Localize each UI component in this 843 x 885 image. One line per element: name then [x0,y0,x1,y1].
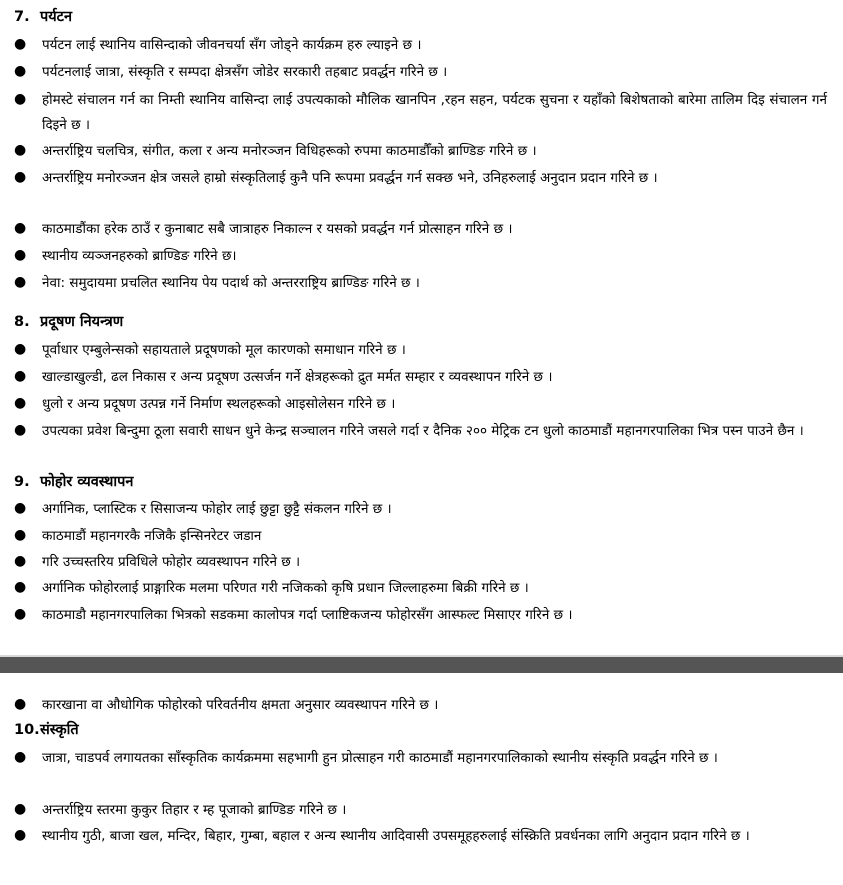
list-item-text: पर्यटनलाई जात्रा, संस्कृति र सम्पदा क्षेत्रसँग जोडेर सरकारी तहबाट प्रवर्द्धन गरिने छ । [42,64,448,80]
page-break-divider [0,657,843,673]
bullet-icon: ● [14,91,27,107]
bullet-icon: ● [14,63,27,79]
list-item-text: धुलो र अन्य प्रदूषण उत्पन्न गर्ने निर्माण स्थलहरूको आइसोलेसन गरिने छ । [42,396,396,412]
bullet-icon: ● [14,696,27,712]
section-heading [14,6,72,28]
bullet-icon: ● [14,142,27,158]
bullet-icon: ● [14,553,27,569]
list-item-text: स्थानीय गुठी, बाजा खल, मन्दिर, बिहार, गुम्बा, बहाल र अन्य स्थानीय आदिवासी उपसमूहहरुलाई संस्क्रिति प्रवर्धनका लागि अनुदान प्रदान गरिने छ । [42,828,750,844]
list-item-text: नेवा: समुदायमा प्रचलित स्थानिय पेय पदार्थ को अन्तरराष्ट्रिय ब्राण्डिङ गरिने छ । [42,275,420,291]
list-item-text: अर्गानिक, प्लास्टिक र सिसाजन्य फोहोर लाई छुट्टा छुट्टै संकलन गरिने छ । [42,501,392,517]
list-item-text: कारखाना वा औधोगिक फोहोरको परिवर्तनीय क्षमता अनुसार व्यवस्थापन गरिने छ । [42,697,439,713]
bullet-icon: ● [14,749,27,765]
bullet-icon: ● [14,220,27,236]
list-item-text: काठमाडौ महानगरपालिका भित्रको सडकमा कालोपत्र गर्दा प्लाष्टिकजन्य फोहोरसँग आस्फल्ट मिसाएर गरिने छ । [42,607,573,623]
section-number: 8. [14,314,30,330]
bullet-icon: ● [14,341,27,357]
bullet-icon: ● [14,36,27,52]
list-item-text: अन्तर्राष्ट्रिय चलचित्र, संगीत, कला र अन्य मनोरञ्जन विधिहरूको रुपमा काठमाडौँको ब्राण्डिङ गरिने छ । [42,143,537,159]
section-number: 10. [14,722,40,738]
list-item-text: अर्गानिक फोहोरलाई प्राङ्गारिक मलमा परिणत गरी नजिकको कृषि प्रधान जिल्लाहरुमा बिक्री गरिने छ । [42,580,529,596]
list-item-text: खाल्डाखुल्डी, ढल निकास र अन्य प्रदूषण उत्सर्जन गर्ने क्षेत्रहरूको द्रुत मर्मत सम्हार र व्यवस्थापन गरिने छ । [42,369,553,385]
bullet-icon: ● [14,274,27,290]
bullet-icon: ● [14,247,27,263]
bullet-icon: ● [14,368,27,384]
list-item-text: पर्यटन लाई स्थानिय वासिन्दाको जीवनचर्या सँग जोड्ने कार्यक्रम हरु ल्याइने छ । [42,37,422,53]
list-item-text: काठमाडौंका हरेक ठाउँ र कुनाबाट सबै जात्राहरु निकाल्न र यसको प्रवर्द्धन गर्न प्रोत्साहन गरिने छ । [42,221,513,237]
list-item-text: होमस्टे संचालन गर्न का निम्ती स्थानिय वासिन्दा लाई उपत्यकाको मौलिक खानपिन ,रहन सहन, पर्यटक सुचना र यहाँको बिशेषताको बारेमा तालिम दिइ संचालन गर्न दिइने छ । [42,92,827,133]
list-item-text: उपत्यका प्रवेश बिन्दुमा ठूला सवारी साधन धुने केन्द्र सञ्चालन गरिने जसले गर्दा र दैनिक २०० मेट्रिक टन धुलो काठमाडौं महानगरपालिका भित्र पस्न पाउने छैन । [42,423,804,439]
bullet-icon: ● [14,169,27,185]
list-item-text: जात्रा, चाडपर्व लगायतका साँस्कृतिक कार्यक्रममा सहभागी हुन प्रोत्साहन गरी काठमाडौं महानगरपालिकाको स्थानीय संस्कृति प्रवर्द्धन गरिने छ । [42,750,718,766]
bullet-icon: ● [14,606,27,622]
bullet-icon: ● [14,422,27,438]
section-heading [14,719,79,741]
section-title: संस्कृति [40,722,79,738]
section-heading [14,311,123,333]
section-title: फोहोर व्यवस्थापन [40,474,134,490]
list-item-text: गरि उच्चस्तरिय प्रविधिले फोहोर व्यवस्थापन गरिने छ । [42,554,301,570]
list-item-text: अन्तर्राष्ट्रिय स्तरमा कुकुर तिहार र म्ह पूजाको ब्राण्डिङ गरिने छ । [42,802,347,818]
list-item-text: काठमाडौं महानगरकै नजिकै इन्सिनरेटर जडान [42,528,262,544]
bullet-icon: ● [14,527,27,543]
section-number: 9. [14,474,30,490]
list-item-text: पूर्वाधार एम्बुलेन्सको सहायताले प्रदूषणको मूल कारणको समाधान गरिने छ । [42,342,406,358]
bullet-icon: ● [14,827,27,843]
section-title: प्रदूषण नियन्त्रण [40,314,124,330]
section-number: 7. [14,9,30,25]
bullet-icon: ● [14,801,27,817]
bullet-icon: ● [14,500,27,516]
list-item-text: अन्तर्राष्ट्रिय मनोरञ्जन क्षेत्र जसले हाम्रो संस्कृतिलाई कुनै पनि रूपमा प्रवर्द्धन गर्न सक्छ भने, उनिहरुलाई अनुदान प्रदान गरिने छ । [42,170,658,186]
section-title: पर्यटन [40,9,73,25]
bullet-icon: ● [14,579,27,595]
section-heading [14,471,133,493]
list-item-text: स्थानीय व्यञ्जनहरुको ब्राण्डिङ गरिने छ। [42,248,237,264]
bullet-icon: ● [14,395,27,411]
